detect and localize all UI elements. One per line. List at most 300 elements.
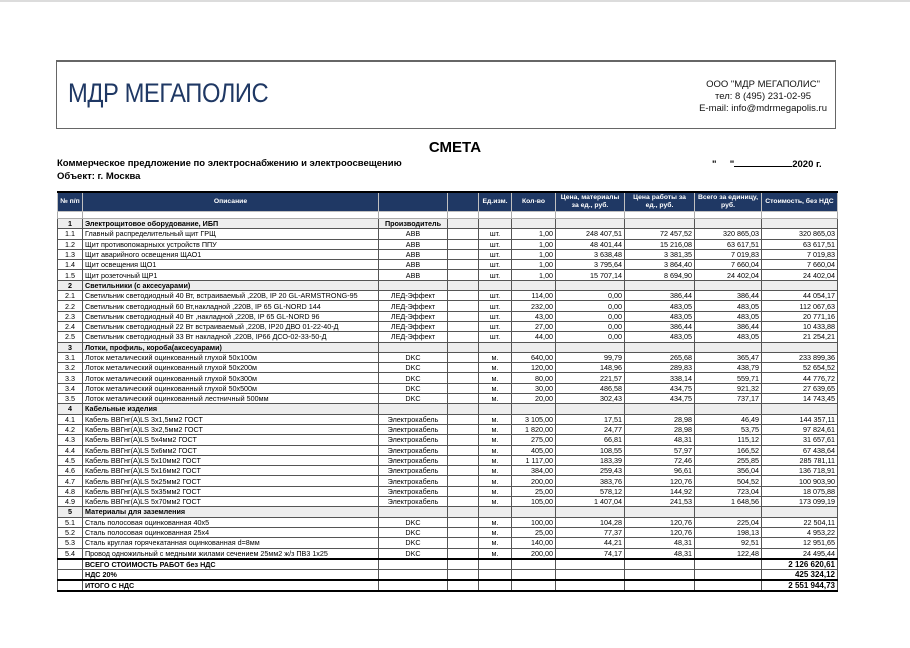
item-unit: м. — [479, 455, 512, 465]
section-number: 3 — [58, 342, 83, 352]
item-unit-total: 483,05 — [695, 311, 762, 321]
empty-cell — [556, 404, 625, 414]
item-quantity: 20,00 — [512, 394, 556, 404]
item-unit-total: 255,85 — [695, 455, 762, 465]
table-row — [58, 291, 838, 301]
item-material-price: 77,37 — [556, 527, 625, 537]
section-number: 1 — [58, 219, 83, 229]
item-producer: ЛЕД-Эффект — [379, 311, 448, 321]
empty-cell — [448, 311, 479, 321]
item-material-price: 183,39 — [556, 455, 625, 465]
section-title: Лотки, профиль, короба(аксесуарами) — [83, 342, 379, 352]
item-unit: шт. — [479, 229, 512, 239]
company-contacts — [699, 79, 827, 115]
item-unit: м. — [479, 373, 512, 383]
item-material-price: 383,76 — [556, 476, 625, 486]
table-row — [58, 363, 838, 373]
item-producer: Электрокабель — [379, 445, 448, 455]
table-row — [58, 321, 838, 331]
item-work-price: 57,97 — [625, 445, 695, 455]
item-quantity: 1,00 — [512, 260, 556, 270]
item-description: Светильник светодиодный 40 Вт ,накладной ,220В, IP 65 GL-NORD 96 — [83, 311, 379, 321]
item-unit-total: 320 865,03 — [695, 229, 762, 239]
item-quantity: 275,00 — [512, 435, 556, 445]
item-total-cost: 7 019,83 — [762, 249, 838, 259]
item-producer: ABB — [379, 229, 448, 239]
item-work-price: 3 864,40 — [625, 260, 695, 270]
item-producer: Электрокабель — [379, 497, 448, 507]
total-label: ВСЕГО СТОИМОСТЬ РАБОТ без НДС — [83, 559, 379, 570]
item-description: Щит освещения ЩО1 — [83, 260, 379, 270]
empty-cell — [379, 559, 448, 570]
item-producer: Электрокабель — [379, 455, 448, 465]
item-producer: DKC — [379, 548, 448, 559]
item-total-cost: 31 657,61 — [762, 435, 838, 445]
item-unit: м. — [479, 394, 512, 404]
item-quantity: 232,00 — [512, 301, 556, 311]
producer-column-label — [379, 280, 448, 290]
item-material-price: 108,55 — [556, 445, 625, 455]
company-name: ООО "МДР МЕГАПОЛИС" — [706, 79, 820, 90]
item-description: Провод одножильный с медными жилами сечением 25мм2 ж/з ПВ3 1х25 — [83, 548, 379, 559]
empty-cell — [479, 559, 512, 570]
item-total-cost: 173 099,19 — [762, 497, 838, 507]
item-material-price: 0,00 — [556, 311, 625, 321]
item-producer: Электрокабель — [379, 466, 448, 476]
empty-cell — [448, 404, 479, 414]
item-unit-total: 24 402,04 — [695, 270, 762, 280]
item-unit: м. — [479, 424, 512, 434]
item-producer: ABB — [379, 239, 448, 249]
empty-cell — [448, 239, 479, 249]
company-email: E-mail: info@mdrmegapolis.ru — [699, 103, 827, 114]
empty-cell — [83, 212, 379, 219]
item-unit: шт. — [479, 260, 512, 270]
empty-cell — [448, 249, 479, 259]
item-producer: Электрокабель — [379, 435, 448, 445]
item-work-price: 120,76 — [625, 517, 695, 527]
item-number: 4.8 — [58, 486, 83, 496]
vat-row — [58, 569, 838, 580]
item-producer: DKC — [379, 517, 448, 527]
empty-cell — [448, 260, 479, 270]
item-unit-total: 438,79 — [695, 363, 762, 373]
item-producer: Электрокабель — [379, 424, 448, 434]
document-title: СМЕТА — [428, 139, 482, 156]
item-number: 5.2 — [58, 527, 83, 537]
item-total-cost: 20 771,16 — [762, 311, 838, 321]
table-row — [58, 445, 838, 455]
item-material-price: 0,00 — [556, 332, 625, 342]
empty-cell — [58, 569, 83, 580]
item-total-cost: 136 718,91 — [762, 466, 838, 476]
item-quantity: 27,00 — [512, 321, 556, 331]
table-row — [58, 486, 838, 496]
item-work-price: 28,98 — [625, 424, 695, 434]
section-row — [58, 404, 838, 414]
item-quantity: 1 820,00 — [512, 424, 556, 434]
item-number: 1.4 — [58, 260, 83, 270]
item-description: Лоток металический оцинкованный глухой 50х500м — [83, 383, 379, 393]
item-work-price: 48,31 — [625, 548, 695, 559]
item-total-cost: 12 951,65 — [762, 538, 838, 548]
empty-cell — [448, 219, 479, 229]
item-unit: шт. — [479, 291, 512, 301]
item-quantity: 30,00 — [512, 383, 556, 393]
item-number: 2.2 — [58, 301, 83, 311]
item-producer: Электрокабель — [379, 486, 448, 496]
item-description: Кабель ВВГнг(А)LS 5х6мм2 ГОСТ — [83, 445, 379, 455]
item-material-price: 302,43 — [556, 394, 625, 404]
item-unit: м. — [479, 476, 512, 486]
item-unit-total: 198,13 — [695, 527, 762, 537]
item-number: 3.5 — [58, 394, 83, 404]
item-producer: DKC — [379, 352, 448, 362]
empty-cell — [512, 569, 556, 580]
item-work-price: 8 694,90 — [625, 270, 695, 280]
table-row — [58, 270, 838, 280]
item-description: Щит аварийного освещения ЩАО1 — [83, 249, 379, 259]
item-quantity: 1,00 — [512, 249, 556, 259]
empty-cell — [448, 321, 479, 331]
item-work-price: 289,83 — [625, 363, 695, 373]
item-material-price: 578,12 — [556, 486, 625, 496]
item-unit: м. — [479, 527, 512, 537]
item-producer: DKC — [379, 363, 448, 373]
empty-cell — [625, 559, 695, 570]
empty-cell — [512, 580, 556, 591]
empty-cell — [58, 580, 83, 591]
item-work-price: 386,44 — [625, 291, 695, 301]
item-unit: м. — [479, 383, 512, 393]
item-producer: Электрокабель — [379, 414, 448, 424]
item-number: 4.1 — [58, 414, 83, 424]
object-location: Объект: г. Москва — [57, 171, 141, 182]
item-unit: м. — [479, 352, 512, 362]
empty-cell — [625, 280, 695, 290]
table-row — [58, 476, 838, 486]
section-number: 4 — [58, 404, 83, 414]
producer-column-label — [379, 507, 448, 517]
item-number: 4.5 — [58, 455, 83, 465]
empty-cell — [448, 486, 479, 496]
item-unit-total: 483,05 — [695, 332, 762, 342]
item-material-price: 248 407,51 — [556, 229, 625, 239]
empty-cell — [448, 527, 479, 537]
item-producer: DKC — [379, 394, 448, 404]
empty-cell — [556, 342, 625, 352]
total-value: 2 126 620,61 — [762, 559, 838, 570]
empty-cell — [625, 569, 695, 580]
empty-cell — [512, 404, 556, 414]
empty-cell — [448, 497, 479, 507]
item-work-price: 72 457,52 — [625, 229, 695, 239]
section-title: Светильники (с аксесуарами) — [83, 280, 379, 290]
table-row — [58, 466, 838, 476]
date-year: 2020 г. — [792, 159, 822, 170]
header-unit: Ед.изм. — [479, 192, 512, 212]
item-total-cost: 100 903,90 — [762, 476, 838, 486]
empty-cell — [625, 580, 695, 591]
empty-cell — [448, 363, 479, 373]
total-label: НДС 20% — [83, 569, 379, 580]
empty-cell — [448, 517, 479, 527]
table-row — [58, 527, 838, 537]
item-number: 4.4 — [58, 445, 83, 455]
item-unit-total: 225,04 — [695, 517, 762, 527]
empty-cell — [556, 559, 625, 570]
section-number: 2 — [58, 280, 83, 290]
item-unit-total: 46,49 — [695, 414, 762, 424]
item-producer: ЛЕД-Эффект — [379, 332, 448, 342]
total-label: ИТОГО С НДС — [83, 580, 379, 591]
item-number: 4.3 — [58, 435, 83, 445]
item-work-price: 15 216,08 — [625, 239, 695, 249]
empty-cell — [762, 212, 838, 219]
item-unit: шт. — [479, 301, 512, 311]
section-title: Электрощитовое оборудование, ИБП — [83, 219, 379, 229]
item-number: 5.3 — [58, 538, 83, 548]
item-quantity: 384,00 — [512, 466, 556, 476]
item-description: Кабель ВВГнг(А)LS 5х16мм2 ГОСТ — [83, 466, 379, 476]
item-unit: шт. — [479, 249, 512, 259]
item-work-price: 3 381,35 — [625, 249, 695, 259]
item-material-price: 74,17 — [556, 548, 625, 559]
empty-cell — [479, 404, 512, 414]
empty-cell — [762, 280, 838, 290]
item-total-cost: 67 438,64 — [762, 445, 838, 455]
empty-cell — [556, 212, 625, 219]
empty-cell — [448, 435, 479, 445]
section-row — [58, 280, 838, 290]
empty-cell — [448, 580, 479, 591]
item-total-cost: 233 899,36 — [762, 352, 838, 362]
document-subtitle — [57, 157, 402, 183]
item-material-price: 259,43 — [556, 466, 625, 476]
item-unit-total: 559,71 — [695, 373, 762, 383]
header-total-cost: Стоимость, без НДС — [762, 192, 838, 212]
item-material-price: 1 407,04 — [556, 497, 625, 507]
item-description: Сталь круглая горячекатанная оцинкованная d=8мм — [83, 538, 379, 548]
item-number: 2.5 — [58, 332, 83, 342]
total-without-vat-row — [58, 559, 838, 570]
item-quantity: 200,00 — [512, 548, 556, 559]
item-material-price: 17,51 — [556, 414, 625, 424]
item-quantity: 1,00 — [512, 239, 556, 249]
item-description: Главный распределительный щит ГРЩ — [83, 229, 379, 239]
item-number: 2.4 — [58, 321, 83, 331]
item-total-cost: 44 776,72 — [762, 373, 838, 383]
empty-cell — [448, 569, 479, 580]
table-row — [58, 332, 838, 342]
item-description: Кабель ВВГнг(А)LS 5х4мм2 ГОСТ — [83, 435, 379, 445]
company-logo: МДР МЕГАПОЛИС — [68, 78, 269, 108]
item-number: 1.2 — [58, 239, 83, 249]
empty-cell — [625, 212, 695, 219]
table-row — [58, 455, 838, 465]
item-work-price: 483,05 — [625, 332, 695, 342]
empty-cell — [448, 291, 479, 301]
item-producer: ABB — [379, 260, 448, 270]
table-header-row — [58, 192, 838, 212]
item-work-price: 120,76 — [625, 527, 695, 537]
header-producer — [379, 192, 448, 212]
empty-cell — [379, 580, 448, 591]
table-row — [58, 311, 838, 321]
table-row — [58, 301, 838, 311]
empty-cell — [695, 219, 762, 229]
item-work-price: 434,75 — [625, 394, 695, 404]
item-work-price: 144,92 — [625, 486, 695, 496]
item-material-price: 104,28 — [556, 517, 625, 527]
item-number: 4.9 — [58, 497, 83, 507]
item-producer: ABB — [379, 249, 448, 259]
empty-cell — [695, 280, 762, 290]
empty-cell — [448, 507, 479, 517]
item-description: Светильник светодиодный 40 Вт, встраиваемый ,220В, IP 20 GL-ARMSTRONG-95 — [83, 291, 379, 301]
empty-cell — [762, 219, 838, 229]
table-row — [58, 394, 838, 404]
item-quantity: 1 117,00 — [512, 455, 556, 465]
item-unit-total: 737,17 — [695, 394, 762, 404]
item-producer: Электрокабель — [379, 476, 448, 486]
empty-cell — [512, 559, 556, 570]
section-title: Материалы для заземления — [83, 507, 379, 517]
item-unit-total: 63 617,51 — [695, 239, 762, 249]
item-material-price: 0,00 — [556, 291, 625, 301]
item-unit-total: 356,04 — [695, 466, 762, 476]
item-work-price: 241,53 — [625, 497, 695, 507]
item-quantity: 100,00 — [512, 517, 556, 527]
item-quantity: 640,00 — [512, 352, 556, 362]
item-producer: ЛЕД-Эффект — [379, 291, 448, 301]
item-quantity: 43,00 — [512, 311, 556, 321]
table-row — [58, 424, 838, 434]
empty-cell — [695, 569, 762, 580]
item-producer: ЛЕД-Эффект — [379, 321, 448, 331]
item-unit: шт. — [479, 270, 512, 280]
item-number: 5.4 — [58, 548, 83, 559]
item-total-cost: 7 660,04 — [762, 260, 838, 270]
empty-cell — [556, 280, 625, 290]
item-work-price: 48,31 — [625, 538, 695, 548]
item-producer: DKC — [379, 383, 448, 393]
empty-cell — [762, 507, 838, 517]
item-description: Кабель ВВГнг(А)LS 5х10мм2 ГОСТ — [83, 455, 379, 465]
item-number: 3.1 — [58, 352, 83, 362]
item-number: 1.1 — [58, 229, 83, 239]
item-number: 3.2 — [58, 363, 83, 373]
empty-cell — [762, 342, 838, 352]
item-total-cost: 10 433,88 — [762, 321, 838, 331]
proposal-description: Коммерческое предложение по электроснабжению и электроосвещению — [57, 158, 402, 169]
empty-cell — [58, 212, 83, 219]
item-number: 5.1 — [58, 517, 83, 527]
item-producer: DKC — [379, 538, 448, 548]
item-producer: DKC — [379, 373, 448, 383]
section-title: Кабельные изделия — [83, 404, 379, 414]
date-quotes: " " — [712, 159, 735, 170]
item-unit-total: 723,04 — [695, 486, 762, 496]
empty-cell — [448, 466, 479, 476]
empty-cell — [762, 404, 838, 414]
empty-cell — [448, 280, 479, 290]
empty-cell — [625, 404, 695, 414]
total-value: 425 324,12 — [762, 569, 838, 580]
empty-cell — [448, 332, 479, 342]
header-unit-total: Всего за единицу, руб. — [695, 192, 762, 212]
item-description: Лоток металический оцинкованный лестничный 500мм — [83, 394, 379, 404]
empty-cell — [479, 342, 512, 352]
section-row — [58, 507, 838, 517]
item-unit: м. — [479, 486, 512, 496]
item-total-cost: 21 254,21 — [762, 332, 838, 342]
item-unit: м. — [479, 363, 512, 373]
empty-cell — [479, 580, 512, 591]
empty-cell — [448, 424, 479, 434]
item-description: Кабель ВВГнг(А)LS 3х2,5мм2 ГОСТ — [83, 424, 379, 434]
item-total-cost: 112 067,63 — [762, 301, 838, 311]
empty-cell — [448, 559, 479, 570]
item-unit-total: 92,51 — [695, 538, 762, 548]
spacer-row — [58, 212, 838, 219]
empty-cell — [556, 580, 625, 591]
item-unit-total: 921,32 — [695, 383, 762, 393]
item-work-price: 48,31 — [625, 435, 695, 445]
item-description: Сталь полосовая оцинкованная 25х4 — [83, 527, 379, 537]
item-total-cost: 97 824,61 — [762, 424, 838, 434]
item-material-price: 44,21 — [556, 538, 625, 548]
empty-cell — [556, 219, 625, 229]
item-total-cost: 4 953,22 — [762, 527, 838, 537]
item-description: Лоток металический оцинкованный глухой 50х200м — [83, 363, 379, 373]
empty-cell — [695, 404, 762, 414]
table-row — [58, 517, 838, 527]
item-material-price: 48 401,44 — [556, 239, 625, 249]
item-quantity: 3 105,00 — [512, 414, 556, 424]
empty-cell — [695, 559, 762, 570]
item-quantity: 140,00 — [512, 538, 556, 548]
item-number: 1.5 — [58, 270, 83, 280]
empty-cell — [448, 414, 479, 424]
table-row — [58, 239, 838, 249]
item-unit-total: 7 019,83 — [695, 249, 762, 259]
item-producer: ABB — [379, 270, 448, 280]
item-producer: DKC — [379, 527, 448, 537]
item-quantity: 44,00 — [512, 332, 556, 342]
item-total-cost: 63 617,51 — [762, 239, 838, 249]
item-unit-total: 53,75 — [695, 424, 762, 434]
item-material-price: 99,79 — [556, 352, 625, 362]
item-number: 3.3 — [58, 373, 83, 383]
item-quantity: 120,00 — [512, 363, 556, 373]
producer-column-label — [379, 404, 448, 414]
company-phone: тел: 8 (495) 231-02-95 — [714, 91, 812, 102]
item-unit: шт. — [479, 311, 512, 321]
item-description: Светильник светодиодный 33 Вт накладной ,220В, IP66 ДСО-02-33-50-Д — [83, 332, 379, 342]
header-blank — [448, 192, 479, 212]
item-unit-total: 122,48 — [695, 548, 762, 559]
table-row — [58, 497, 838, 507]
item-work-price: 265,68 — [625, 352, 695, 362]
producer-column-label — [379, 342, 448, 352]
item-quantity: 80,00 — [512, 373, 556, 383]
item-work-price: 483,05 — [625, 311, 695, 321]
table-row — [58, 435, 838, 445]
item-total-cost: 24 495,44 — [762, 548, 838, 559]
item-unit: м. — [479, 538, 512, 548]
empty-cell — [379, 212, 448, 219]
